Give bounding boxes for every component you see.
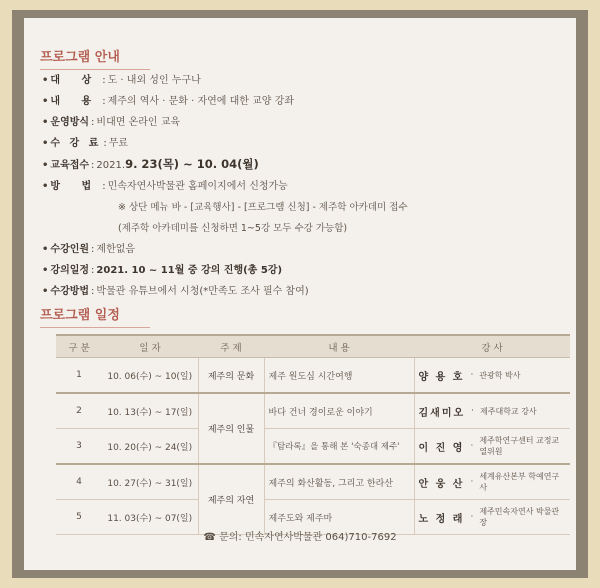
table-row: 1 10. 06(수) ~ 10(일) 제주의 문화 제주 원도심 시간여행 양 용 호 · 관광학 박사 — [56, 358, 570, 394]
table-row: 5 11. 03(수) ~ 07(일) 제주도와 제주마 노 정 래 · 제주민속자연사 박물관장 — [56, 500, 570, 535]
info-row-content: • 내 용 : 제주의 역사 · 문화 · 자연에 대한 교양 강좌 — [42, 96, 294, 107]
table-row: 4 10. 27(수) ~ 31(일) 제주의 자연 제주의 화산활동, 그리고 한라산 안 웅 산 · 세계유산본부 학예연구사 — [56, 464, 570, 500]
schedule-table — [56, 334, 570, 535]
info-row-schedule: • 강의일정 : 2021. 10 ~ 11월 중 강의 진행(총 5강) — [42, 265, 283, 276]
info-row-method: • 운영방식 : 비대면 온라인 교육 — [42, 117, 181, 128]
table-row: 2 10. 13(수) ~ 17(일) 제주의 인물 바다 건너 경이로운 이야기 김새미오 · 제주대학교 강사 — [56, 393, 570, 429]
contact-footer — [0, 528, 600, 543]
info-note-all-lectures: (제주학 아카데미를 신청하면 1~5강 모두 수강 가능함) — [118, 223, 348, 234]
contact-text: 문의: 민속자연사박물관 064)710-7692 — [219, 532, 397, 543]
program-schedule-heading: 프로그램 일정 — [40, 304, 150, 328]
info-note-menu: ※ 상단 메뉴 바 - [교육행사] - [프로그램 신청] - 제주학 아카데미 접수 — [118, 202, 408, 213]
header-instructor: 강 사 — [414, 335, 570, 358]
header-no: 구 분 — [56, 335, 102, 358]
header-content: 내 용 — [264, 335, 414, 358]
info-row-fee: • 수 강 료 : 무료 — [42, 138, 129, 149]
info-row-capacity: • 수강인원 : 제한없음 — [42, 244, 136, 255]
header-topic: 주 제 — [198, 335, 264, 358]
table-row: 3 10. 20(수) ~ 24(일) 『탐라록』을 통해 본 '숙종대 제주' 이 진 영 · 제주학연구센터 교정교열위원 — [56, 429, 570, 465]
program-info-list — [42, 70, 542, 302]
phone-icon: ☎ — [203, 532, 216, 543]
info-row-registration: • 교육접수 : 2021. 9. 23(목) ~ 10. 04(월) — [42, 157, 259, 171]
program-info-heading: 프로그램 안내 — [40, 46, 150, 70]
header-date: 일 자 — [102, 335, 198, 358]
info-row-attendance: • 수강방법 : 박물관 유튜브에서 시청(*만족도 조사 필수 참여) — [42, 286, 309, 297]
table-header-row — [56, 335, 570, 358]
info-row-target: • 대 상 : 도 · 내외 성인 누구나 — [42, 75, 201, 86]
info-row-how: • 방 법 : 민속자연사박물관 홈페이지에서 신청가능 — [42, 181, 288, 192]
